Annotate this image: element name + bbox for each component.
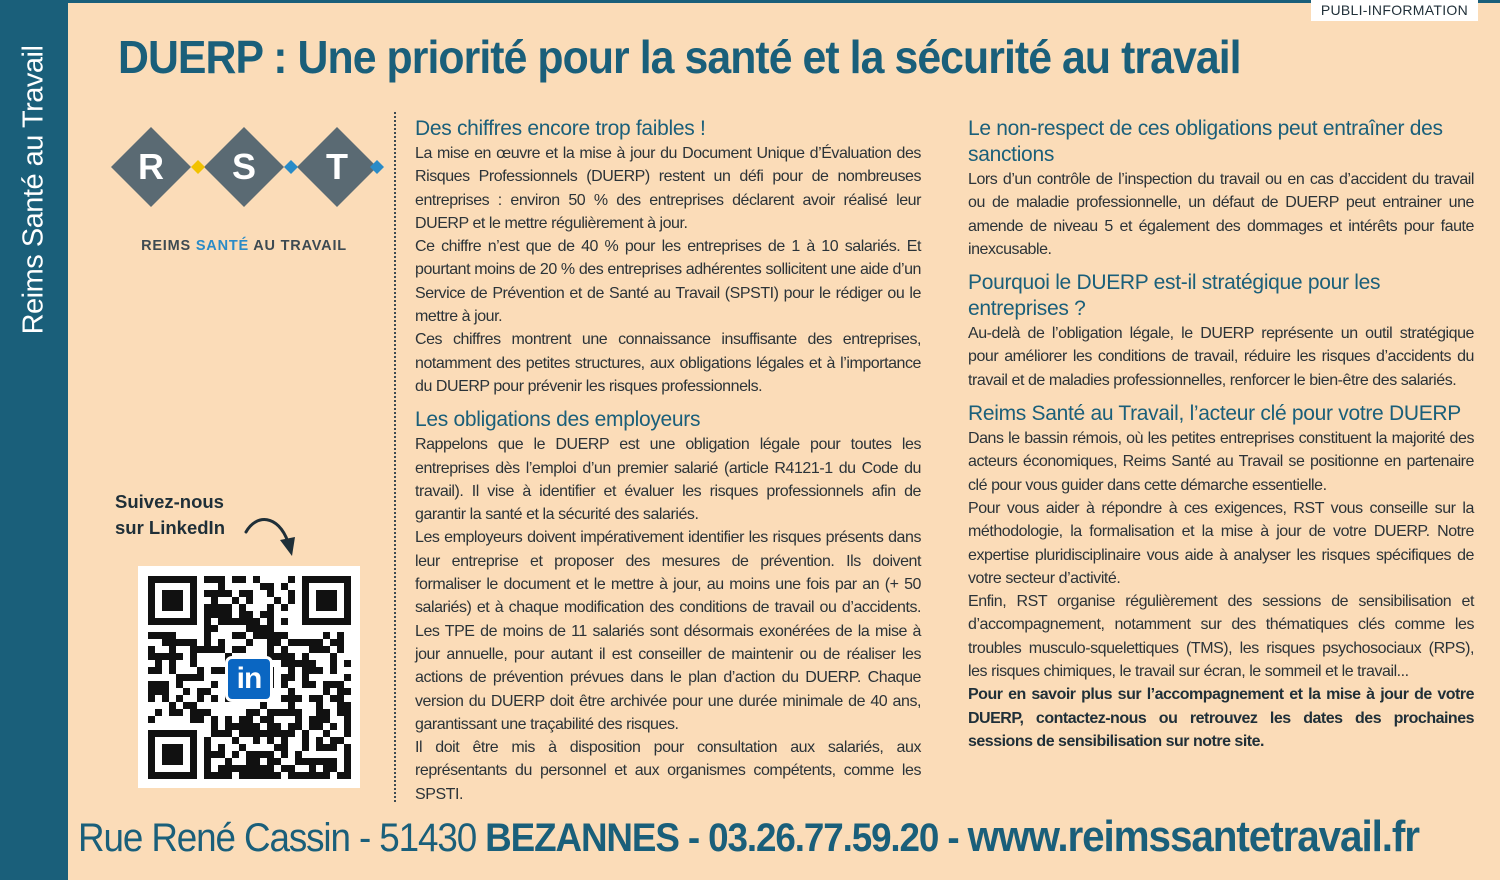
logo-caption-a: REIMS (141, 238, 191, 254)
title-strong: DUERP : (118, 31, 287, 83)
side-band (0, 0, 68, 880)
page-title (118, 30, 1241, 84)
paragraph: Il doit être mis à disposition pour consultation aux salariés, aux représentants du personnel et aux organismes compétents, comme les SPSTI. (415, 739, 921, 803)
column-middle (415, 116, 921, 806)
paragraph: La mise en œuvre et la mise à jour du Document Unique d’Évaluation des Risques Professionnels (DUERP) restent un défi pour de nombreuses entreprises : environ 50 % des entreprises déclarent avoir réalisé leur DUERP et le mettre régulièrement à jour. (415, 145, 921, 232)
logo-caption (104, 238, 384, 254)
section-heading: Pourquoi le DUERP est-il stratégique pour les entreprises ? (968, 271, 1381, 321)
paragraph: Au-delà de l’obligation légale, le DUERP représente un outil stratégique pour améliorer les conditions de travail, réduire les risques d’accidents du travail et de maladies professionnelles, renforcer le bien-être des salariés. (968, 325, 1474, 389)
column-divider (394, 112, 396, 802)
logo-caption-c: AU TRAVAIL (253, 238, 347, 254)
paragraph: Dans le bassin rémois, où les petites entreprises constituent la majorité des acteurs économiques, Reims Santé au Travail se positionne en partenaire clé pour vous guider dans cette démarche essentielle. (968, 430, 1474, 494)
title-rest: Une priorité pour la santé et la sécurité au travail (286, 31, 1241, 83)
footer-website-link[interactable]: www.reimssantetravail.fr (967, 812, 1419, 861)
section-heading: Le non-respect de ces obligations peut entraîner des sanctions (968, 117, 1443, 166)
paragraph: Enfin, RST organise régulièrement des sessions de sensibilisation et d’accompagnement, notamment sur des thématiques clés comme les troubles musculo-squelettiques (TMS), les risques psychosociaux (RPS), les risques chimiques, le travail sur écran, le sommeil et le travail... (968, 593, 1474, 681)
call-to-action: Pour en savoir plus sur l’accompagnement et la mise à jour de votre DUERP, contactez-nous ou retrouvez les dates des prochaines sessions de sensibilisation sur notre site. (968, 686, 1474, 750)
follow-line-1: Suivez-nous (115, 491, 224, 512)
logo-letter-r: R (138, 146, 164, 187)
footer-contact (78, 812, 1419, 862)
paragraph: Ce chiffre n’est que de 40 % pour les entreprises de 1 à 10 salariés. Et pourtant moins de 20 % des entreprises adhérentes sollicitent une aide d’un Service de Prévention et de Santé au Travail (SPSTI) pour le rédiger ou le mettre à jour. (415, 238, 921, 326)
top-rule (68, 0, 1500, 3)
paragraph: Lors d’un contrôle de l’inspection du travail ou en cas d’accident du travail ou de maladie professionnelle, un défaut de DUERP peut entrainer une amende de niveau 5 et également des dommages et intérêts pour faute inexcusable. (968, 171, 1474, 258)
paragraph: Pour vous aider à répondre à ces exigences, RST vous conseille sur la méthodologie, la formalisation et la mise à jour de votre DUERP. Notre expertise pluridisciplinaire vous aide à analyser les risques spécifiques de votre secteur d’activité. (968, 499, 1474, 587)
footer-separator: - (678, 816, 709, 860)
paragraph: Les employeurs doivent impérativement identifier les risques présents dans leur entreprise et proposer des mesures de prévention. Ils doivent formaliser le document et le mettre à jour, au moins une fois par an (+ 50 salariés) et à chaque modification des conditions de travail ou d’accidents. Les TPE de moins de 11 salariés sont désormais exonérées de la mise à jour annuelle, pour autant il est conseiller de maintenir ou de réaliser les actions de prévention prévues dans le plan d’action du DUERP. Chaque version du DUERP doit être archivée pour une durée minimale de 40 ans, garantissant une traçabilité des risques. (415, 529, 921, 733)
publi-information-badge: PUBLI-INFORMATION (1311, 0, 1478, 21)
column-right (968, 116, 1474, 753)
logo-letter-t: T (326, 146, 348, 187)
arrow-curve-icon (240, 512, 300, 562)
follow-linkedin-text (115, 489, 225, 541)
paragraph: Rappelons que le DUERP est une obligation légale pour toutes les entreprises dès l’emploi d’un premier salarié (article R4121-1 du Code du travail). Il vise à identifier et évaluer les risques professionnels afin de garantir la santé et la sécurité des salariés. (415, 436, 921, 524)
logo-caption-b: SANTÉ (195, 238, 249, 254)
linkedin-icon[interactable]: in (225, 656, 273, 702)
footer-separator: - (938, 816, 968, 860)
side-label: Reims Santé au Travail (17, 45, 50, 335)
footer-address: Rue René Cassin - 51430 (78, 816, 486, 860)
paragraph: Ces chiffres montrent une connaissance insuffisante des entreprises, notamment des petites structures, aux obligations légales et à l’importance du DUERP pour prévenir les risques professionnels. (415, 331, 921, 395)
follow-line-2: sur LinkedIn (115, 517, 225, 538)
section-heading: Reims Santé au Travail, l’acteur clé pour votre DUERP (968, 402, 1461, 426)
section-heading: Des chiffres encore trop faibles ! (415, 117, 706, 140)
logo-letter-s: S (231, 146, 257, 187)
footer-city: BEZANNES (485, 816, 679, 860)
section-heading: Les obligations des employeurs (415, 408, 701, 432)
footer-phone[interactable]: 03.26.77.59.20 (708, 816, 939, 860)
